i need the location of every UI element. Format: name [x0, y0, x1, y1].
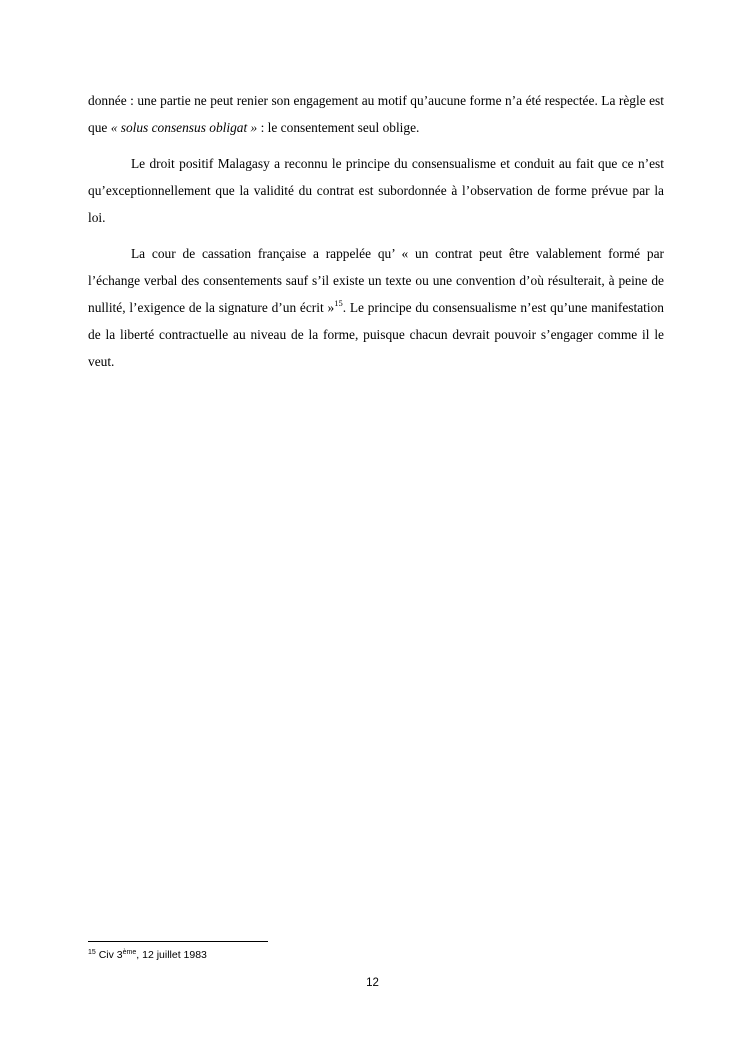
footnote-text: Civ 3	[95, 949, 123, 961]
paragraph-1	[88, 87, 664, 141]
page-number: 12	[366, 977, 379, 989]
footnote-separator	[88, 941, 268, 942]
paragraph-2	[88, 150, 664, 231]
footnote	[88, 947, 207, 963]
paragraph-1-text-end: : le consentement seul oblige.	[257, 120, 420, 135]
paragraph-3	[88, 240, 664, 375]
paragraph-1-text: donnée : une partie ne peut renier son engagement au motif qu’aucune forme n’a été respectée. La règle est que	[88, 93, 664, 135]
footnote-number: 15	[88, 949, 96, 956]
paragraph-3-text: La cour de cassation française a rappelée qu’ « un contrat peut être valablement formé par l’échange verbal des consentements sauf s’il existe un texte ou une convention d’où résulterait, à peine de nullité, l’exigence de la signature d’un écrit »	[88, 246, 664, 315]
latin-maxim: « solus consensus obligat »	[110, 120, 258, 135]
paragraph-2-text: Le droit positif Malagasy a reconnu le principe du consensualisme et conduit au fait que ce n’est qu’exceptionnellement que la validité du contrat est subordonnée à l’observation de forme prévue par la loi.	[88, 156, 664, 225]
footnote-text-end: , 12 juillet 1983	[136, 949, 207, 961]
footnote-reference[interactable]: 15	[334, 298, 343, 308]
footnote-superscript: ème	[122, 949, 137, 956]
body-text	[88, 87, 664, 384]
paragraph-3-text-end: . Le principe du consensualisme n’est qu’une manifestation de la liberté contractuelle au niveau de la forme, puisque chacun devrait pouvoir s’engager comme il le veut.	[88, 300, 665, 369]
